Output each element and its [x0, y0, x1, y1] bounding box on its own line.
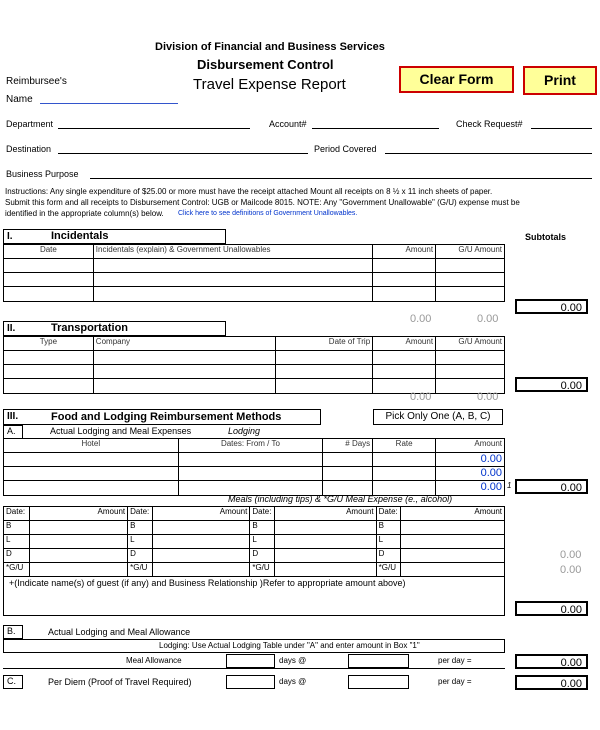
lodging-amount-2: 0.00: [480, 467, 502, 479]
col-company: Company: [93, 337, 276, 351]
c-days-at: days @: [279, 677, 307, 686]
b-rate-field[interactable]: [348, 654, 409, 668]
row-l: L: [4, 535, 30, 549]
row-l: L: [250, 535, 275, 549]
meal-col-amount: Amount: [274, 507, 376, 521]
row-b: B: [4, 521, 30, 535]
c-per-day: per day =: [438, 677, 472, 686]
col-rate: Rate: [373, 439, 436, 453]
b-note: Lodging: Use Actual Lodging Table under "A" and enter amount in Box "1": [159, 641, 420, 650]
destination-field[interactable]: [58, 153, 308, 154]
table-row[interactable]: [4, 365, 505, 379]
meal-allowance-label: Meal Allowance: [126, 656, 182, 665]
row-d: D: [376, 549, 401, 563]
meal-col-date: Date:: [4, 507, 30, 521]
table-row[interactable]: [4, 521, 505, 535]
b-title: Actual Lodging and Meal Allowance: [48, 627, 191, 637]
table-row[interactable]: [4, 287, 505, 302]
section3-num: III.: [7, 411, 19, 422]
b-days-at: days @: [279, 656, 307, 665]
destination-label: Destination: [6, 144, 52, 154]
lodging-label: Lodging: [228, 426, 261, 436]
check-request-field[interactable]: [531, 128, 592, 129]
row-b: B: [250, 521, 275, 535]
check-request-label: Check Request#: [456, 119, 523, 129]
instructions-line1: Instructions: Any single expenditure of $25.00 or more must have the receipt attached Mount all receipts on 8 ½ x 11 inch sheets of paper.: [5, 187, 493, 196]
page-title: Travel Expense Report: [193, 76, 346, 93]
unallowables-link[interactable]: Click here to see definitions of Government Unallowables.: [178, 210, 358, 217]
b-days-field[interactable]: [226, 654, 275, 668]
row-d: D: [250, 549, 275, 563]
section2-subtotal: 0.00: [515, 377, 588, 392]
row-b: B: [128, 521, 153, 535]
incidentals-table: [3, 244, 505, 302]
meal-col-amount: Amount: [152, 507, 250, 521]
pick-one-box: Pick Only One (A, B, C): [373, 409, 503, 425]
gray-zero-2: 0.00: [477, 313, 499, 325]
row-gu: *G/U: [4, 563, 30, 577]
row-b: B: [376, 521, 401, 535]
col-gu-amount: G/U Amount: [436, 245, 505, 259]
account-label: Account#: [269, 119, 307, 129]
a-label: A.: [3, 425, 23, 439]
purpose-label: Business Purpose: [6, 169, 79, 179]
col-amount: Amount: [373, 245, 436, 259]
department-field[interactable]: [58, 128, 250, 129]
department-label: Department: [6, 119, 54, 129]
col-date: Date: [4, 245, 94, 259]
instructions-line2: Submit this form and all receipts to Disbursement Control: UGB or Mailcode 8015. NOTE: Any "Government Unallowable" (G/U) expense must be: [5, 198, 520, 207]
row-l: L: [128, 535, 153, 549]
table-row[interactable]: [4, 351, 505, 365]
a-title: Actual Lodging and Meal Expenses: [50, 426, 192, 436]
section3-header: [3, 409, 321, 425]
meals-table: [3, 506, 505, 577]
col-days: # Days: [323, 439, 373, 453]
reimbursee-label: Reimbursee's: [6, 76, 67, 87]
table-row[interactable]: [4, 259, 505, 273]
instructions-line3: identified in the appropriate column(s) below.: [5, 209, 164, 218]
row-d: D: [4, 549, 30, 563]
c-subtotal: 0.00: [515, 675, 588, 690]
meal-col-date: Date:: [376, 507, 401, 521]
col-amount: Amount: [436, 439, 505, 453]
c-title: Per Diem (Proof of Travel Required): [48, 677, 192, 687]
section1-subtotal: 0.00: [515, 299, 588, 314]
c-label: C.: [3, 675, 23, 689]
row-l: L: [376, 535, 401, 549]
row-gu: *G/U: [376, 563, 401, 577]
c-days-field[interactable]: [226, 675, 275, 689]
section2-num: II.: [7, 323, 16, 334]
meal-col-amount: Amount: [401, 507, 505, 521]
meal-col-amount: Amount: [30, 507, 128, 521]
section2-header: [3, 321, 226, 336]
section1-title: Incidentals: [51, 230, 109, 242]
section3a-subtotal: 0.00: [515, 479, 588, 494]
col-gu-amount: G/U Amount: [436, 337, 505, 351]
subtotals-label: Subtotals: [525, 232, 567, 242]
section3-title: Food and Lodging Reimbursement Methods: [51, 411, 282, 423]
period-label: Period Covered: [314, 144, 377, 154]
b-per-day: per day =: [438, 656, 472, 665]
col-amount: Amount: [373, 337, 436, 351]
table-row[interactable]: [4, 549, 505, 563]
gray-zero-4: 0.00: [477, 391, 499, 403]
lodging-table: [3, 438, 505, 496]
col-type: Type: [4, 337, 94, 351]
gray-zero-1: 0.00: [410, 313, 432, 325]
lodging-amount-3: 0.00: [480, 481, 502, 493]
transportation-table: [3, 336, 505, 394]
table-row[interactable]: [4, 467, 505, 481]
name-label: Name: [6, 94, 33, 105]
name-field[interactable]: [40, 103, 178, 104]
section1-header: [3, 229, 226, 244]
purpose-field[interactable]: [90, 178, 592, 179]
b-label: B.: [3, 625, 23, 639]
account-field[interactable]: [312, 128, 439, 129]
meal-col-date: Date:: [250, 507, 275, 521]
table-row[interactable]: [4, 273, 505, 287]
table-row[interactable]: [4, 535, 505, 549]
c-rate-field[interactable]: [348, 675, 409, 689]
print-button[interactable]: Print: [523, 66, 597, 95]
table-row[interactable]: [4, 453, 505, 467]
gray-zero-6: 0.00: [560, 564, 582, 576]
table-row[interactable]: [4, 563, 505, 577]
meals-subtotal: 0.00: [515, 601, 588, 616]
b-divider: [3, 668, 505, 669]
guest-note-box[interactable]: [3, 576, 505, 616]
footnote-mark: 1: [507, 481, 512, 490]
row-gu: *G/U: [250, 563, 275, 577]
col-hotel: Hotel: [4, 439, 179, 453]
section1-num: I.: [7, 231, 13, 242]
meal-col-date: Date:: [128, 507, 153, 521]
guest-note: +(Indicate name(s) of guest (if any) and Business Relationship )Refer to appropriate amount above): [9, 578, 406, 588]
division-title: Division of Financial and Business Services: [155, 41, 385, 53]
gray-zero-5: 0.00: [560, 549, 582, 561]
dept-title: Disbursement Control: [197, 57, 334, 72]
lodging-amount-1: 0.00: [480, 453, 502, 465]
section2-title: Transportation: [51, 322, 129, 334]
b-subtotal: 0.00: [515, 654, 588, 669]
row-d: D: [128, 549, 153, 563]
col-dates: Dates: From / To: [178, 439, 323, 453]
period-field[interactable]: [385, 153, 592, 154]
clear-form-button[interactable]: Clear Form: [399, 66, 514, 93]
row-gu: *G/U: [128, 563, 153, 577]
col-incidentals: Incidentals (explain) & Government Unallowables: [93, 245, 372, 259]
gray-zero-3: 0.00: [410, 391, 432, 403]
b-note-box: [3, 639, 505, 653]
col-date-of-trip: Date of Trip: [276, 337, 373, 351]
meals-label: Meals (including tips) & *G/U Meal Expense (e., alcohol): [228, 494, 453, 504]
